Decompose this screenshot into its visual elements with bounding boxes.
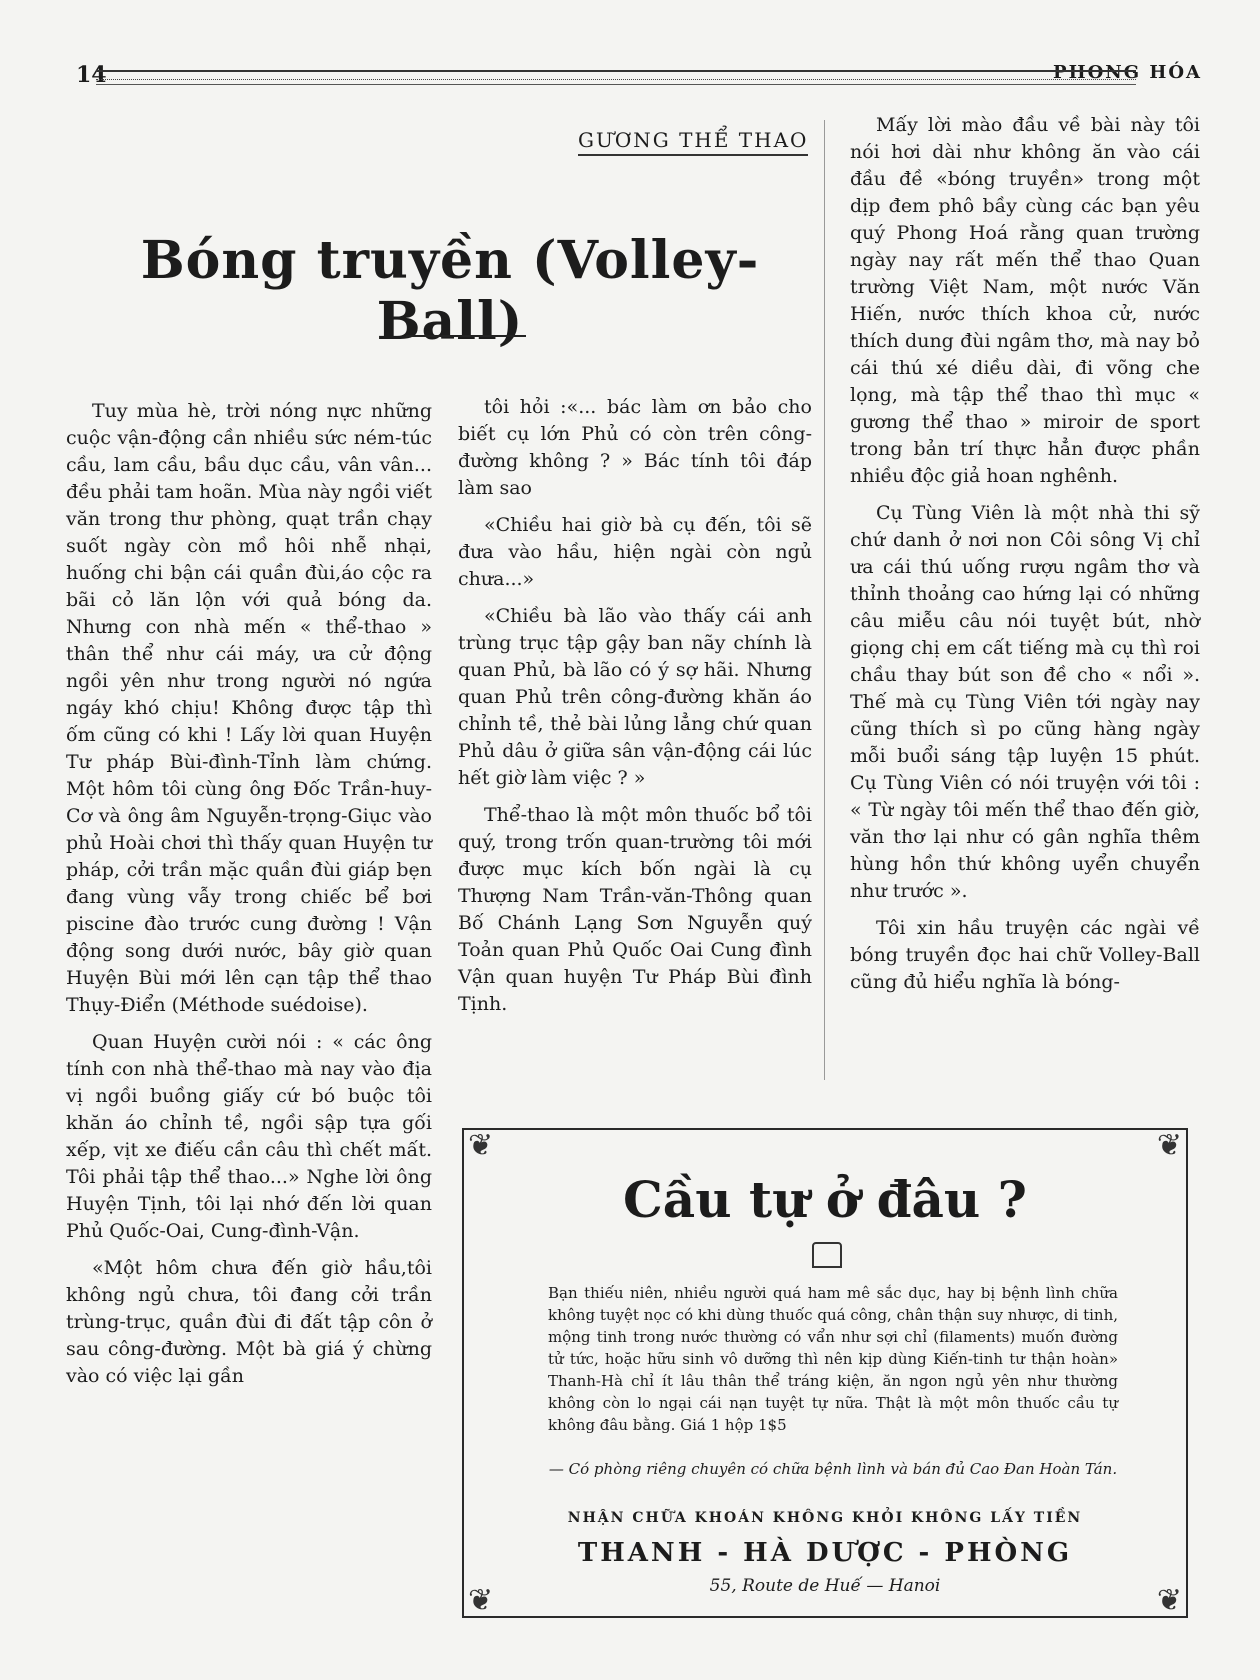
ornament-bottom-right-icon: ❦ xyxy=(1156,1583,1182,1618)
page-number: 14 xyxy=(76,62,107,88)
ornament-bottom-left-icon: ❦ xyxy=(468,1583,494,1618)
column-3 xyxy=(850,112,1200,1006)
ad-title: Cầu tự ở đâu ? xyxy=(623,1170,1027,1229)
column-2 xyxy=(458,394,812,1028)
ad-offer: NHẬN CHỮA KHOÁN KHÔNG KHỎI KHÔNG LẤY TIỀN xyxy=(567,1510,1083,1526)
article-headline: Bóng truyền (Volley-Ball) xyxy=(140,230,760,352)
paragraph: «Chiều bà lão vào thấy cái anh trùng trục tập gậy ban nãy chính là quan Phủ, bà lão có ý sợ hãi. Nhưng quan Phủ trên công-đường khăn áo chỉnh tề, thẻ bài lủng lẳng chứ quan Phủ dâu ở giữa sân vận-động cái lúc hết giờ làm việc ? » xyxy=(458,605,812,789)
paragraph: «Chiều hai giờ bà cụ đến, tôi sẽ đưa vào hầu, hiện ngài còn ngủ chưa...» xyxy=(458,514,812,590)
column-divider xyxy=(824,120,825,1080)
ad-illustration-icon xyxy=(812,1242,842,1268)
header-rule-dotted xyxy=(96,79,1136,80)
ad-note: — Có phòng riêng chuyên có chữa bệnh lình và bán đủ Cao Đan Hoàn Tán. xyxy=(548,1460,1118,1478)
ad-body-text: Bạn thiếu niên, nhiều người quá ham mê sắc dục, hay bị bệnh lình chữa không tuyệt nọc có khi dùng thuốc quá công, chân thận suy nhược, di tinh, mộng tinh trong nước thường có vẩn như sợi chỉ (filaments) muốn đường tử tức, hoặc hữu sinh vô dưỡng thì nên kịp dùng Kiến-tinh tư thận hoàn» Thanh-Hà chỉ ít lâu thân thể tráng kiện, ăn ngon ngủ yên như thường không còn lo ngại cái nạn tuyệt tự nữa. Thật là một môn thuốc cầu tự không đâu bằng. Giá 1 hộp 1$5 xyxy=(548,1284,1118,1434)
ornament-top-left-icon: ❦ xyxy=(468,1128,494,1163)
paragraph: «Một hôm chưa đến giờ hầu,tôi không ngủ chưa, tôi đang cởi trần trùng-trục, quần đùi đi đất tập côn ở sau công-đường. Một bà giá ý chừng vào có việc lại gần xyxy=(66,1257,432,1387)
ad-pharmacy-name: THANH - HÀ DƯỢC - PHÒNG xyxy=(577,1538,1073,1568)
paragraph: Quan Huyện cười nói : « các ông tính con nhà thể-thao mà nay vào địa vị ngồi buồng giấy cứ bó buộc tôi khăn áo chỉnh tề, ngồi sập tựa gối xếp, vịt xe điếu cần câu thì chết mất. Tôi phải tập thể thao...» Nghe lời ông Huyện Tịnh, tôi lại nhớ đến lời quan Phủ Quốc-Oai, Cung-đình-Vận. xyxy=(66,1031,432,1242)
paragraph: Tuy mùa hè, trời nóng nực những cuộc vận-động cần nhiều sức ném-túc cầu, lam cầu, bầu dục cầu, vân vân... đều phải tam hoãn. Mùa này ngồi viết văn trong thư phòng, quạt trần chạy suốt ngày còn mồ hôi nhễ nhại, huống chi bận cái quần đùi,áo cộc ra bãi cỏ lăn lộn với quả bóng da. Nhưng con nhà mến « thể-thao » thân thể như cái máy, ưa cử động ngồi yên như trong người nó ngứa ngáy khó chịu! Không được tập thì ốm cũng có khi ! Lấy lời quan Huyện Tư pháp Bùi-đình-Tỉnh làm chứng. Một hôm tôi cùng ông Đốc Trần-huy-Cơ và ông âm Nguyễn-trọng-Giục vào phủ Hoài chơi thì thấy quan Huyện tư pháp, cởi trần mặc quần đùi giáp bẹn đang vùng vẫy trong chiếc bể bơi piscine đào trước cung đường ! Vận động song dưới nước, bây giờ quan Huyện Bùi mới lên cạn tập thể thao Thụy-Điển (Méthode suédoise). xyxy=(66,400,432,1016)
section-kicker: GƯƠNG THỂ THAO xyxy=(578,128,808,156)
paragraph: Tôi xin hầu truyện các ngài về bóng truyền đọc hai chữ Volley-Ball cũng đủ hiểu nghĩa là bóng- xyxy=(850,917,1200,993)
ad-body xyxy=(548,1282,1118,1436)
headline-divider xyxy=(406,335,526,337)
paragraph: Cụ Tùng Viên là một nhà thi sỹ chứ danh ở nơi non Côi sông Vị chỉ ưa cái thú uống rượu ngâm thơ và thỉnh thoảng cao hứng lại có những câu miễu câu nói tuyệt bút, nhờ giọng chị em cất tiếng mà cụ thì roi chầu thay bút son đề cho « nổi ». Thế mà cụ Tùng Viên tới ngày nay cũng thích sì po cũng hàng ngày mỗi buổi sáng tập luyện 15 phút. Cụ Tùng Viên có nói truyện với tôi : « Từ ngày tôi mến thể thao đến giờ, văn thơ lại như có gân nghĩa thêm hùng hồn thứ không uyển chuyển như trước ». xyxy=(850,502,1200,902)
paragraph: Mấy lời mào đầu về bài này tôi nói hơi dài như không ăn vào cái đầu đề «bóng truyền» trong một dịp đem phô bầy cùng các bạn yêu quý Phong Hoá rằng quan trường ngày nay rất mến thể thao Quan trường Việt Nam, một nước Văn Hiến, nước thích khoa cử, nước thích dung đùi ngâm thơ, mà nay bỏ cái thú xé diều dài, đi võng che lọng, mà tập thể thao thì mục « gương thể thao » miroir de sport trong bản trí thực hẳn được phần nhiều độc giả hoan nghênh. xyxy=(850,114,1200,487)
advertisement-box xyxy=(462,1128,1188,1618)
paragraph: tôi hỏi :«... bác làm ơn bảo cho biết cụ lớn Phủ có còn trên công-đường không ? » Bác tính tôi đáp làm sao xyxy=(458,396,812,499)
header-rule-thin xyxy=(96,84,1136,85)
masthead: PHONG HÓA xyxy=(1053,62,1202,83)
header-rule xyxy=(96,70,1136,72)
ornament-top-right-icon: ❦ xyxy=(1156,1128,1182,1163)
ad-address: 55, Route de Huế — Hanoi xyxy=(709,1576,941,1596)
column-1 xyxy=(66,398,432,1400)
paragraph: Thể-thao là một môn thuốc bổ tôi quý, trong trốn quan-trường tôi mới được mục kích bốn ngài là cụ Thượng Nam Trần-văn-Thông quan Bố Chánh Lạng Sơn Nguyễn quý Toản quan Phủ Quốc Oai Cung đình Vận quan huyện Tư Pháp Bùi đình Tịnh. xyxy=(458,804,812,1015)
